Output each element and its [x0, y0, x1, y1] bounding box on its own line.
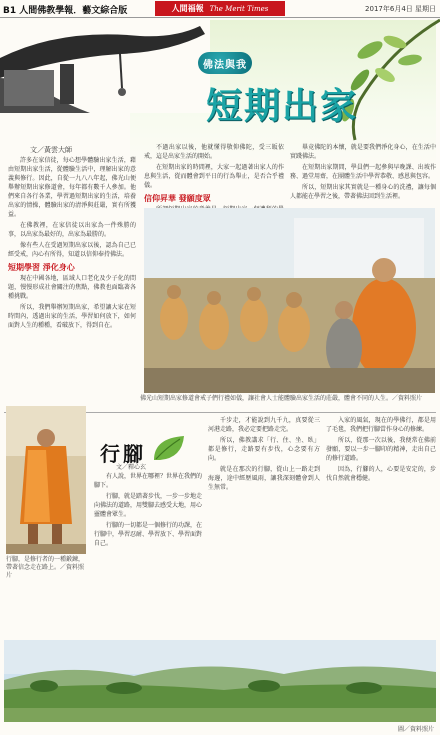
article-column-2 [208, 416, 320, 638]
article-column-2 [144, 143, 284, 207]
paragraph: 就是在那次的行腳，從山上一路走到海邊，途中經歷風雨，讓我深刻體會到人生無常。 [208, 466, 320, 491]
landscape-photo [4, 640, 436, 722]
article-column-3 [326, 416, 436, 638]
page-title: 短期出家 [206, 85, 359, 127]
paragraph: 有人說，世界在哪裡？世界在我們的腳下。 [94, 473, 203, 489]
article-column-1 [94, 472, 202, 638]
paragraph: 因為，行腳的人，心要是安定的，步伐自然就會穩健。 [326, 466, 436, 482]
article-title: 行腳 [100, 442, 146, 466]
paragraph: 所以，佛教講求「行、住、坐、臥」都是修行，走路要有步伐，心念要有方向。 [208, 437, 320, 462]
paragraph: 行腳，就是踏著步伐，一步一步地走向佛法的道路，用雙腳去感受大地，用心靈體會眾生。 [94, 493, 203, 518]
section-subhead: 短期學習 淨化身心 [8, 263, 75, 272]
walking-monk-photo [6, 406, 86, 554]
issue-date: 2017年6月4日 星期日 [365, 5, 436, 13]
column-kicker: 佛法與我 [198, 52, 252, 74]
paragraph: 許多在家信徒，每心想學體驗出家生活，藉由短期出家生活，從體驗生活中，理解出家的意義與修行。因此，自從一九八八年起，佛光山便舉辦短期出家修道會，每年都有數千人參加。他們來自各行各業，學習過短期出家的生活，培養出家的情操，體驗出家的清淨與莊嚴，實有所獲益。 [8, 157, 136, 218]
paragraph: 畢竟佛陀的本懷，就是要我們淨化身心，在生活中實踐佛法。 [290, 144, 436, 160]
leaf-icon [150, 432, 188, 464]
paragraph: 不過出家以後，他就懂得敬仰佛陀，受三皈依戒，這是出家生活的開始。 [144, 144, 284, 160]
paragraph: 在短期出家的時間裡，大家一起過著出家人的作息與生活，從而體會到平日的行為舉止，是否合乎禮儀。 [144, 164, 284, 189]
logo-english: The Merit Times [209, 4, 269, 13]
photo-caption: 圖／資料照片 [397, 726, 434, 733]
section-subhead: 信仰昇華 發願度眾 [144, 194, 211, 203]
article-column-1 [8, 156, 136, 406]
paragraph: 現在中國各地，區域人口老化及少子化的問題，慢慢形成社會關注的焦點，佛教也面臨著各種挑戰。 [8, 275, 136, 300]
article-author: 文／釋心玄 [116, 464, 147, 471]
paragraph: 所以，我們舉辦短期出家，希望讓大家在短時間內，透過出家的生活，學習如何放下，如何面對人生的種種，看破放下，得到自在。 [8, 304, 136, 329]
temple-roof-image [0, 18, 210, 113]
paragraph: 在短期出家期間，學員們一起參與早晚課、出坡作務、過堂用齋，在團體生活中學習恭敬、感恩與包容。 [290, 164, 436, 180]
masthead-logo [155, 1, 285, 16]
photo-caption: 佛光山短期出家修道會戒子們行禮如儀，讓社會人士能體驗出家生活的莊嚴，體會不同的人生。／資料照片 [140, 395, 423, 402]
paragraph: 行腳的一切都是一個修行的功課，在行腳中，學習忍耐、學習放下、學習面對自己。 [94, 522, 203, 547]
monastic-ceremony-photo [144, 208, 435, 393]
paragraph: 千步走，才能說到九千九，真要從三河港走路，我必定要把路走完。 [208, 417, 320, 433]
paragraph: 所以，從那一次以後，我便常在佛前發願，要以一步一腳印的精神，走出自己的修行道路。 [326, 437, 436, 462]
photo-caption: 行腳，是修行者的一種鍛鍊，帶著信念走在路上。／資料照片 [6, 556, 85, 579]
paragraph: 所以，短期出家其實就是一種身心的洗禮，讓每個人都能在學習之後，帶著佛法回到生活裡。 [290, 184, 436, 200]
article-author: 文／黃雲大師 [30, 146, 72, 154]
paragraph: 入家的風氣，現在的學佛行，都是用了毛毯，我們把行腳當作身心的修練。 [326, 417, 436, 433]
paragraph: 在佛教裡，在家信徒以出家為一件殊勝的事，以出家為最好的，出家為最勝的。 [8, 222, 136, 238]
newspaper-header [0, 0, 440, 18]
section-title: B1 人間佛教學報．藝文綜合版 [3, 6, 128, 16]
logo-chinese: 人間福報 [171, 4, 204, 13]
paragraph: 像有些人在受過短期出家以後，認為自己已經受戒，內心有所得，知道以信仰奉持佛法。 [8, 242, 136, 258]
article-column-3 [290, 143, 436, 207]
